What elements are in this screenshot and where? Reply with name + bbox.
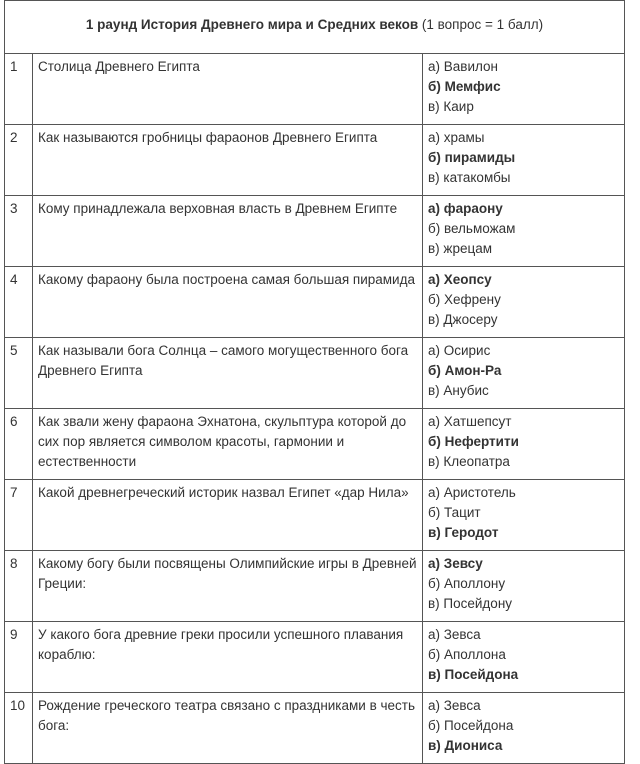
question-number: 1 (5, 54, 33, 125)
answer-option: в) жрецам (428, 241, 492, 256)
answer-option: в) Посейдону (428, 596, 513, 611)
answer-option: а) Хатшепсут (428, 414, 512, 429)
answer-option: в) Клеопатра (428, 454, 510, 469)
answer-option: в) катакомбы (428, 170, 511, 185)
question-row (5, 480, 625, 551)
answer-option: б) Хефрену (428, 292, 501, 307)
correct-answer-option: б) Мемфис (428, 79, 501, 94)
question-row (5, 409, 625, 480)
quiz-document (4, 0, 624, 764)
answer-options (423, 125, 625, 196)
scoring-note: (1 вопрос = 1 балл) (418, 17, 544, 32)
answer-option: а) Зевса (428, 698, 481, 713)
question-number: 3 (5, 196, 33, 267)
question-text: Как звали жену фараона Эхнатона, скульптура которой до сих пор является символом красоты, гармонии и естественности (33, 409, 423, 480)
answer-option: в) Анубис (428, 383, 489, 398)
question-row (5, 551, 625, 622)
question-number: 10 (5, 693, 33, 764)
quiz-table (4, 0, 625, 764)
question-number: 7 (5, 480, 33, 551)
answer-option: а) Вавилон (428, 59, 498, 74)
answer-options (423, 338, 625, 409)
answer-option: а) храмы (428, 130, 485, 145)
question-text: У какого бога древние греки просили успешного плавания кораблю: (33, 622, 423, 693)
answer-options (423, 267, 625, 338)
correct-answer-option: в) Посейдона (428, 667, 519, 682)
answer-option: а) Осирис (428, 343, 491, 358)
question-text: Кому принадлежала верховная власть в Древнем Египте (33, 196, 423, 267)
question-text: Какому богу были посвящены Олимпийские игры в Древней Греции: (33, 551, 423, 622)
question-text: Рождение греческого театра связано с праздниками в честь бога: (33, 693, 423, 764)
question-text: Как называются гробницы фараонов Древнего Египта (33, 125, 423, 196)
correct-answer-option: б) Нефертити (428, 434, 519, 449)
title-row (5, 1, 625, 54)
correct-answer-option: а) фараону (428, 201, 503, 216)
answer-option: б) Аполлона (428, 647, 506, 662)
question-number: 5 (5, 338, 33, 409)
question-row (5, 125, 625, 196)
question-row (5, 693, 625, 764)
question-text: Столица Древнего Египта (33, 54, 423, 125)
answer-option: б) Аполлону (428, 576, 506, 591)
answer-options (423, 196, 625, 267)
answer-options (423, 409, 625, 480)
question-row (5, 622, 625, 693)
question-row (5, 267, 625, 338)
question-row (5, 196, 625, 267)
correct-answer-option: б) пирамиды (428, 150, 516, 165)
question-number: 2 (5, 125, 33, 196)
round-title: 1 раунд История Древнего мира и Средних веков (85, 17, 419, 32)
answer-options (423, 551, 625, 622)
answer-option: б) Тацит (428, 505, 481, 520)
answer-options (423, 693, 625, 764)
answer-option: в) Джосеру (428, 312, 498, 327)
correct-answer-option: а) Зевсу (428, 556, 483, 571)
answer-options (423, 622, 625, 693)
answer-option: в) Каир (428, 99, 474, 114)
answer-options (423, 480, 625, 551)
question-number: 6 (5, 409, 33, 480)
question-number: 4 (5, 267, 33, 338)
question-number: 9 (5, 622, 33, 693)
question-text: Какой древнегреческий историк назвал Египет «дар Нила» (33, 480, 423, 551)
question-text: Какому фараону была построена самая большая пирамида (33, 267, 423, 338)
question-row (5, 54, 625, 125)
table-title (5, 1, 625, 54)
correct-answer-option: в) Диониса (428, 738, 503, 753)
answer-options (423, 54, 625, 125)
answer-option: б) Посейдона (428, 718, 514, 733)
question-number: 8 (5, 551, 33, 622)
question-row (5, 338, 625, 409)
correct-answer-option: а) Хеопсу (428, 272, 492, 287)
answer-option: а) Аристотель (428, 485, 516, 500)
question-text: Как называли бога Солнца – самого могущественного бога Древнего Египта (33, 338, 423, 409)
correct-answer-option: б) Амон-Ра (428, 363, 502, 378)
correct-answer-option: в) Геродот (428, 525, 499, 540)
answer-option: а) Зевса (428, 627, 481, 642)
answer-option: б) вельможам (428, 221, 516, 236)
